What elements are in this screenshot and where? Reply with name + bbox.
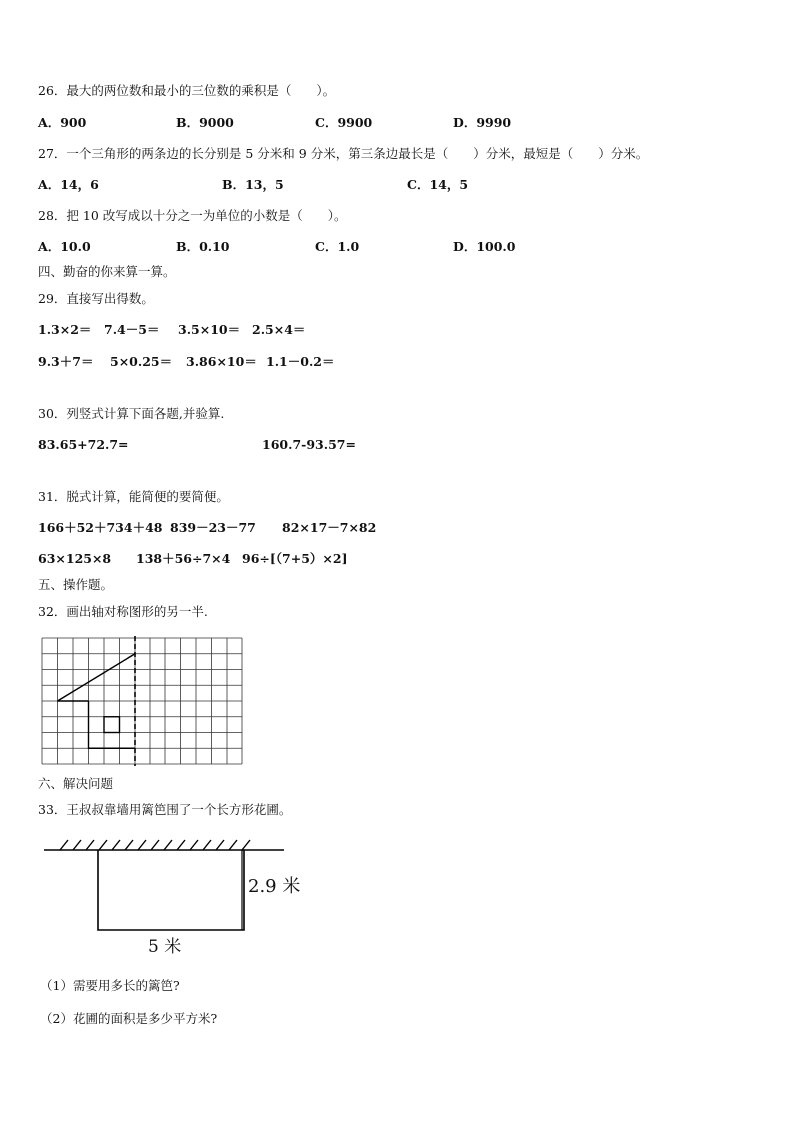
q30-item: 160.7-93.57=: [262, 437, 356, 452]
garden-height-label: 2.9 米: [248, 876, 301, 897]
q28-option-c: C．1.0: [315, 239, 360, 254]
figure-roof-line: [58, 654, 136, 701]
q29-stem: 29．直接写出得数。: [38, 291, 154, 306]
q30-item: 83.65+72.7=: [38, 437, 129, 452]
figure-body: [89, 701, 136, 748]
q29-item: 3.5×10＝: [178, 322, 241, 337]
q26-option-a: A．900: [38, 115, 87, 130]
wall-hatching: [60, 840, 250, 850]
q26-option-b: B．9000: [176, 115, 234, 130]
q29-item: 2.5×4＝: [252, 322, 306, 337]
section6-title: 六、解决问题: [38, 776, 114, 791]
q28-option-a: A．10.0: [38, 239, 91, 254]
q27-option-a: A．14，6: [38, 177, 99, 192]
q31-item: 166＋52＋734＋48: [38, 520, 163, 535]
q29-item: 3.86×10＝: [186, 354, 257, 369]
q33-subquestion-1: （1）需要用多长的篱笆?: [40, 978, 180, 993]
q26-option-d: D．9990: [453, 115, 512, 130]
q31-stem: 31．脱式计算，能简便的要简便。: [38, 489, 229, 504]
q29-item: 9.3＋7＝: [38, 354, 94, 369]
q29-item: 1.3×2＝: [38, 322, 92, 337]
q33-subquestion-2: （2）花圃的面积是多少平方米?: [40, 1011, 218, 1026]
q31-item: 82×17－7×82: [282, 520, 377, 535]
q29-item: 7.4－5＝: [104, 322, 160, 337]
q33-stem: 33．王叔叔靠墙用篱笆围了一个长方形花圃。: [38, 802, 292, 817]
q32-stem: 32．画出轴对称图形的另一半.: [38, 604, 208, 619]
q28-stem: 28．把 10 改写成以十分之一为单位的小数是（ ）。: [38, 208, 347, 223]
q27-stem: 27．一个三角形的两条边的长分别是 5 分米和 9 分米，第三条边最长是（ ）分米，最短是（ ）分米。: [38, 146, 649, 161]
section5-title: 五、操作题。: [38, 577, 114, 592]
q29-item: 5×0.25＝: [110, 354, 173, 369]
q27-option-b: B．13，5: [222, 177, 284, 192]
figure-window: [104, 717, 120, 733]
section4-title: 四、勤奋的你来算一算。: [38, 264, 176, 279]
q26-option-c: C．9900: [315, 115, 373, 130]
symmetry-grid-figure: [38, 634, 248, 774]
q28-option-d: D．100.0: [453, 239, 516, 254]
q27-option-c: C．14，5: [407, 177, 469, 192]
q31-item: 839－23－77: [170, 520, 256, 535]
q29-item: 1.1－0.2＝: [266, 354, 335, 369]
q31-item: 96÷[（7+5）×2]: [242, 551, 348, 566]
fence-outline: [98, 850, 244, 930]
q31-item: 63×125×8: [38, 551, 112, 566]
q26-stem: 26．最大的两位数和最小的三位数的乘积是（ ）。: [38, 83, 336, 98]
q31-item: 138＋56÷7×4: [136, 551, 231, 566]
q30-stem: 30．列竖式计算下面各题,并验算.: [38, 406, 225, 421]
garden-width-label: 5 米: [148, 937, 182, 957]
q28-option-b: B．0.10: [176, 239, 230, 254]
